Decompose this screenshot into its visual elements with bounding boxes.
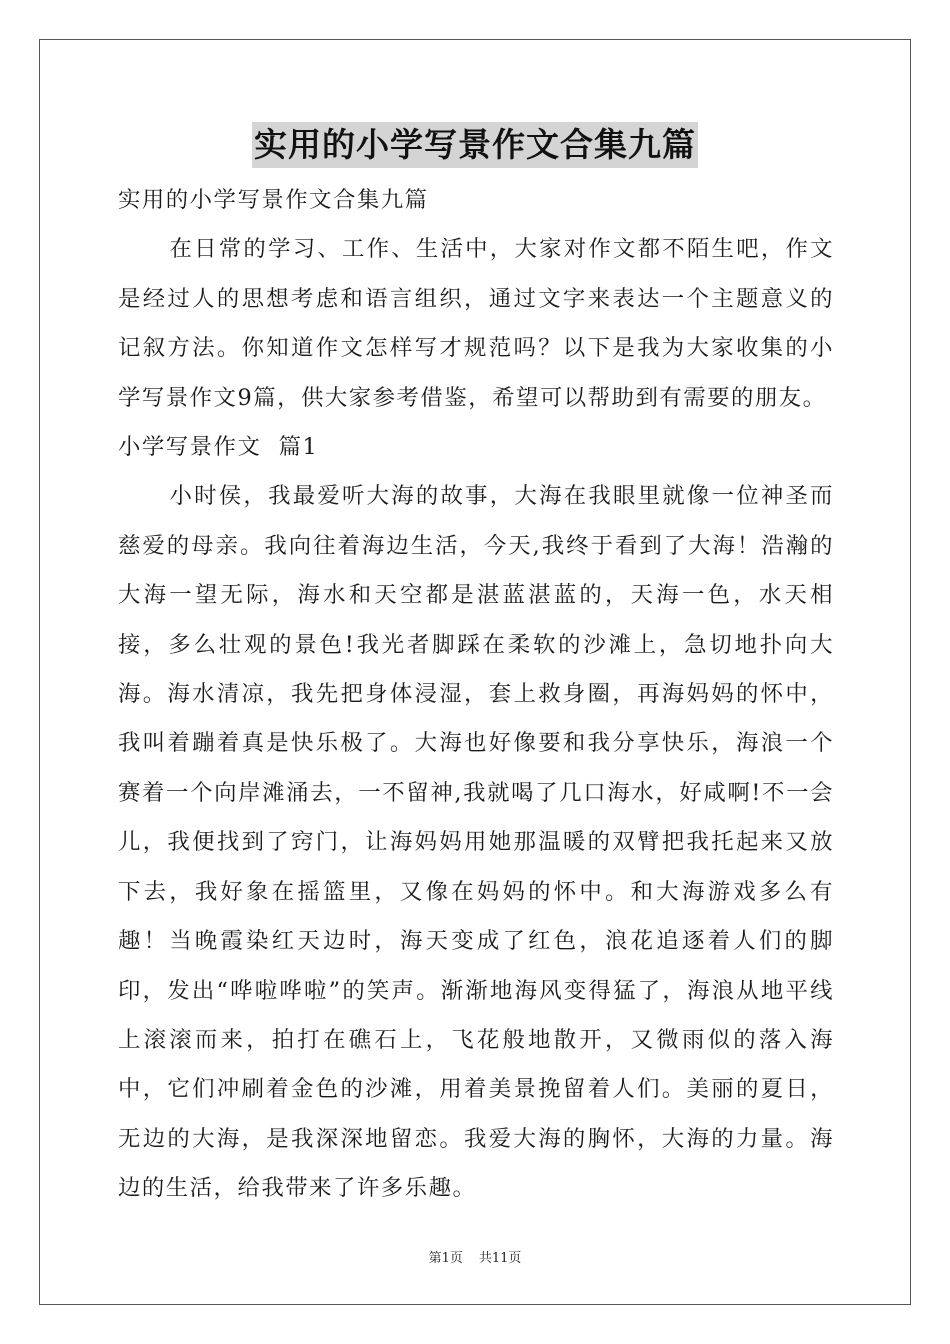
document-body [118,176,834,1214]
page-footer [0,1247,950,1266]
section-paragraph: 小时侯，我最爱听大海的故事，大海在我眼里就像一位神圣而慈爱的母亲。我向往着海边生活，今天,我终于看到了大海！浩瀚的大海一望无际，海水和天空都是湛蓝湛蓝的，天海一色，水天相接，多么壮观的景色!我光者脚踩在柔软的沙滩上，急切地扑向大海。海水清凉，我先把身体浸湿，套上救身圈，再海妈妈的怀中，我叫着蹦着真是快乐极了。大海也好像要和我分享快乐，海浪一个赛着一个向岸滩涌去，一不留神,我就喝了几口海水，好咸啊!不一会儿，我便找到了窍门，让海妈妈用她那温暖的双臂把我托起来又放下去，我好象在摇篮里，又像在妈妈的怀中。和大海游戏多么有趣！当晚霞染红天边时，海天变成了红色，浪花追逐着人们的脚印，发出“哗啦哗啦”的笑声。渐渐地海风变得猛了，海浪从地平线上滚滚而来，拍打在礁石上，飞花般地散开，又微雨似的落入海中，它们冲刷着金色的沙滩，用着美景挽留着人们。美丽的夏日，无边的大海，是我深深地留恋。我爱大海的胸怀，大海的力量。海边的生活，给我带来了许多乐趣。 [118,483,834,1202]
page-total: 共11页 [478,1251,522,1266]
document-title: 实用的小学写景作文合集九篇 [252,122,698,168]
document-subtitle: 实用的小学写景作文合集九篇 [118,187,429,213]
intro-paragraph: 在日常的学习、工作、生活中，大家对作文都不陌生吧，作文是经过人的思想考虑和语言组织，通过文字来表达一个主题意义的记叙方法。你知道作文怎样写才规范吗？以下是我为大家收集的小学写景作文9篇，供大家参考借鉴，希望可以帮助到有需要的朋友。 [118,236,834,411]
page-number: 第1页 [428,1251,463,1266]
title-container [0,122,950,168]
section-heading: 小学写景作文 篇1 [118,434,319,461]
